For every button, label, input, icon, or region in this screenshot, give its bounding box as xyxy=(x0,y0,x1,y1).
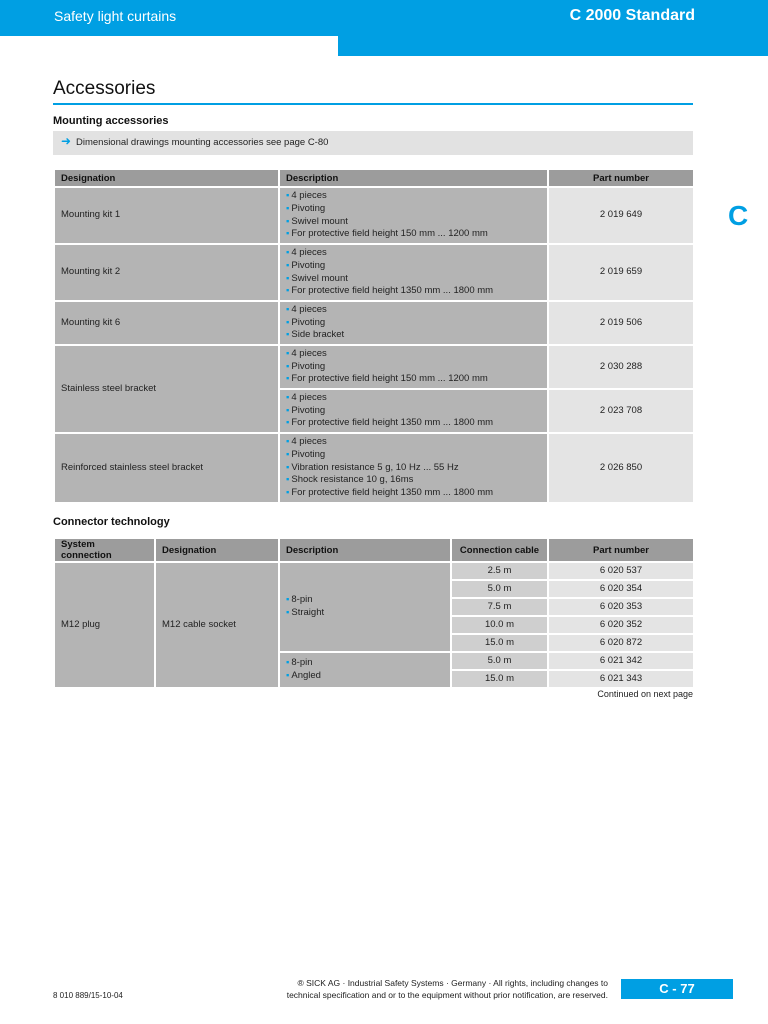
designation-cell: M12 cable socket xyxy=(155,562,279,688)
part-number-cell: 6 021 343 xyxy=(548,670,694,688)
bullet-icon: ▪ xyxy=(286,461,290,473)
column-header: Part number xyxy=(548,538,694,562)
cable-length-cell: 10.0 m xyxy=(451,616,548,634)
part-number-cell: 2 019 506 xyxy=(548,301,694,345)
bullet-icon: ▪ xyxy=(286,474,290,486)
description-line: ▪ 8-pin xyxy=(286,594,313,606)
description-line: ▪ Pivoting xyxy=(286,448,326,460)
table-row xyxy=(54,187,694,244)
description-line: ▪ For protective field height 1350 mm ... 1800 mm xyxy=(286,417,494,429)
description-line: ▪ For protective field height 1350 mm ... 1800 mm xyxy=(286,285,494,297)
part-number-cell: 6 020 872 xyxy=(548,634,694,652)
column-header: Part number xyxy=(548,169,694,187)
table-header-row xyxy=(54,538,694,562)
table-row xyxy=(54,301,694,345)
heading-divider xyxy=(53,103,693,105)
bullet-icon: ▪ xyxy=(286,329,290,341)
cable-length-cell: 5.0 m xyxy=(451,652,548,670)
bullet-icon: ▪ xyxy=(286,272,290,284)
cable-length-cell: 15.0 m xyxy=(451,634,548,652)
description-line: ▪ 4 pieces xyxy=(286,391,327,403)
bullet-icon: ▪ xyxy=(286,657,290,669)
description-line: ▪ Straight xyxy=(286,607,325,618)
column-header: Description xyxy=(279,538,451,562)
description-cell xyxy=(279,244,548,301)
description-line: ▪ Pivoting xyxy=(286,316,326,328)
description-line: ▪ Swivel mount xyxy=(286,215,348,227)
part-number-cell: 2 019 659 xyxy=(548,244,694,301)
designation-cell: Mounting kit 1 xyxy=(54,187,279,244)
page-number-badge: C - 77 xyxy=(621,979,733,999)
header-bar xyxy=(0,0,768,36)
column-header: System connection xyxy=(54,538,155,562)
bullet-icon: ▪ xyxy=(286,487,290,499)
bullet-icon: ▪ xyxy=(286,594,290,606)
part-number-cell: 6 020 354 xyxy=(548,580,694,598)
description-line: ▪ 4 pieces xyxy=(286,436,327,447)
part-number-cell: 6 020 352 xyxy=(548,616,694,634)
description-cell xyxy=(279,652,451,688)
description-line: ▪ Pivoting xyxy=(286,202,326,214)
bullet-icon: ▪ xyxy=(286,373,290,385)
bullet-icon: ▪ xyxy=(286,259,290,271)
part-number-cell: 2 019 649 xyxy=(548,187,694,244)
description-line: ▪ Pivoting xyxy=(286,259,326,271)
description-line: ▪ 4 pieces xyxy=(286,246,327,258)
column-header: Designation xyxy=(155,538,279,562)
cable-length-cell: 15.0 m xyxy=(451,670,548,688)
description-cell xyxy=(279,345,548,389)
bullet-icon: ▪ xyxy=(286,347,290,359)
column-header: Connection cable xyxy=(451,538,548,562)
mounting-accessories-table xyxy=(53,168,695,504)
description-cell xyxy=(279,389,548,433)
bullet-icon: ▪ xyxy=(286,404,290,416)
cable-length-cell: 7.5 m xyxy=(451,598,548,616)
section-title: Safety light curtains xyxy=(54,8,177,24)
description-line: ▪ 4 pieces xyxy=(286,303,327,315)
bullet-icon: ▪ xyxy=(286,246,290,258)
description-line: ▪ 4 pieces xyxy=(286,347,327,359)
bullet-icon: ▪ xyxy=(286,448,290,460)
table-row xyxy=(54,562,694,580)
description-cell xyxy=(279,301,548,345)
column-header: Description xyxy=(279,169,548,187)
bullet-icon: ▪ xyxy=(286,202,290,214)
arrow-right-icon: ➜ xyxy=(61,134,72,148)
cable-length-cell: 5.0 m xyxy=(451,580,548,598)
bullet-icon: ▪ xyxy=(286,303,290,315)
designation-cell: Mounting kit 6 xyxy=(54,301,279,345)
part-number-cell: 2 026 850 xyxy=(548,433,694,503)
copyright-line: technical specification and or to the equipment without prior notification, are reserved. xyxy=(286,990,608,1000)
table-row xyxy=(54,244,694,301)
chapter-tab-letter: C xyxy=(728,200,749,231)
part-number-cell: 2 023 708 xyxy=(548,389,694,433)
reference-note xyxy=(53,131,693,155)
cable-length-cell: 2.5 m xyxy=(451,562,548,580)
bullet-icon: ▪ xyxy=(286,391,290,403)
copyright-notice xyxy=(240,977,608,1001)
product-title: C 2000 Standard xyxy=(569,7,695,24)
column-header: Designation xyxy=(54,169,279,187)
bullet-icon: ▪ xyxy=(286,607,290,618)
continued-note: Continued on next page xyxy=(597,689,693,699)
part-number-cell: 2 030 288 xyxy=(548,345,694,389)
table-row xyxy=(54,433,694,503)
description-cell xyxy=(279,433,548,503)
designation-cell: Mounting kit 2 xyxy=(54,244,279,301)
description-line: ▪ For protective field height 1350 mm ... 1800 mm xyxy=(286,487,494,499)
bullet-icon: ▪ xyxy=(286,670,290,681)
system-connection-cell: M12 plug xyxy=(54,562,155,688)
header-bar-extension xyxy=(338,36,768,56)
bullet-icon: ▪ xyxy=(286,316,290,328)
copyright-line: ® SICK AG · Industrial Safety Systems · Germany · All rights, including changes to xyxy=(297,978,608,988)
page-title: Accessories xyxy=(53,78,156,99)
designation-cell: Reinforced stainless steel bracket xyxy=(54,433,279,503)
reference-note-text: Dimensional drawings mounting accessories see page C-80 xyxy=(76,137,329,148)
description-line: ▪ For protective field height 150 mm ... 1200 mm xyxy=(286,228,488,240)
description-line: ▪ Angled xyxy=(286,670,321,681)
bullet-icon: ▪ xyxy=(286,189,290,201)
description-line: ▪ Swivel mount xyxy=(286,272,348,284)
description-line: ▪ Side bracket xyxy=(286,329,345,341)
description-line: ▪ 4 pieces xyxy=(286,189,327,201)
connector-technology-table xyxy=(53,537,695,689)
part-number-cell: 6 020 353 xyxy=(548,598,694,616)
bullet-icon: ▪ xyxy=(286,215,290,227)
bullet-icon: ▪ xyxy=(286,228,290,240)
connector-technology-heading: Connector technology xyxy=(53,516,170,528)
table-row xyxy=(54,345,694,389)
description-line: ▪ Vibration resistance 5 g, 10 Hz ... 55 Hz xyxy=(286,461,459,473)
bullet-icon: ▪ xyxy=(286,360,290,372)
description-cell xyxy=(279,562,451,652)
bullet-icon: ▪ xyxy=(286,285,290,297)
part-number-cell: 6 020 537 xyxy=(548,562,694,580)
document-number: 8 010 889/15-10-04 xyxy=(53,991,123,1000)
description-line: ▪ For protective field height 150 mm ... 1200 mm xyxy=(286,373,488,385)
bullet-icon: ▪ xyxy=(286,436,290,447)
description-line: ▪ Shock resistance 10 g, 16ms xyxy=(286,474,414,486)
designation-cell: Stainless steel bracket xyxy=(54,345,279,433)
part-number-cell: 6 021 342 xyxy=(548,652,694,670)
bullet-icon: ▪ xyxy=(286,417,290,429)
description-line: ▪ Pivoting xyxy=(286,360,326,372)
description-cell xyxy=(279,187,548,244)
description-line: ▪ Pivoting xyxy=(286,404,326,416)
table-header-row xyxy=(54,169,694,187)
mounting-accessories-heading: Mounting accessories xyxy=(53,115,169,127)
description-line: ▪ 8-pin xyxy=(286,657,313,669)
